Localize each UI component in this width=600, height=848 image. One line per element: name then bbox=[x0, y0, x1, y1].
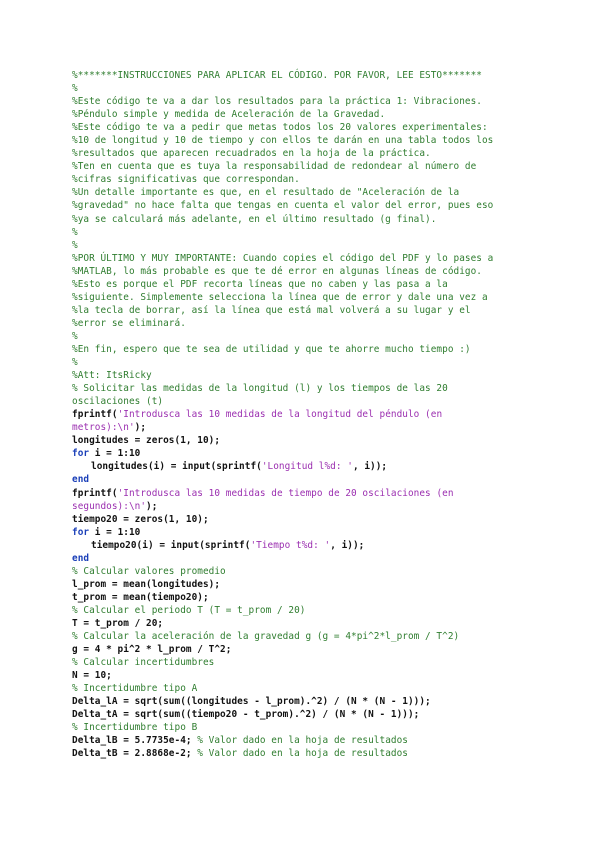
code-token: , i)); bbox=[352, 461, 388, 473]
code-text: %Esto es porque el PDF recorta líneas que no caben y las pasa a la bbox=[72, 278, 448, 290]
code-line bbox=[72, 82, 493, 95]
code-token: Delta_lB = 5.7735e-4; bbox=[72, 735, 198, 747]
code-line bbox=[72, 434, 493, 447]
code-text: oscilaciones (t) bbox=[72, 396, 164, 408]
code-line bbox=[72, 226, 493, 239]
code-line bbox=[72, 421, 493, 434]
code-text: %Un detalle importante es que, en el resultado de "Aceleración de la bbox=[72, 187, 460, 199]
code-token: 'Tiempo t%d: ' bbox=[250, 539, 331, 551]
code-line bbox=[72, 669, 493, 682]
code-line bbox=[72, 317, 493, 330]
code-text: % bbox=[72, 239, 78, 251]
code-text: % Incertidumbre tipo B bbox=[72, 722, 198, 734]
code-text: %POR ÚLTIMO Y MUY IMPORTANTE: Cuando copies el código del PDF y lo pases a bbox=[72, 252, 494, 264]
code-line bbox=[72, 447, 493, 460]
code-token: for bbox=[72, 448, 90, 460]
code-line bbox=[72, 186, 493, 199]
code-line bbox=[72, 513, 493, 526]
code-line bbox=[72, 526, 493, 539]
code-text: %cifras significativas que correspondan. bbox=[72, 174, 300, 186]
code-text: %Péndulo simple y medida de Aceleración de la Gravedad. bbox=[72, 109, 386, 121]
code-line bbox=[72, 617, 493, 630]
code-line bbox=[72, 160, 493, 173]
code-line bbox=[72, 643, 493, 656]
code-text: Delta_lA = sqrt(sum((longitudes - l_prom).^2) / (N * (N - 1))); bbox=[72, 696, 431, 708]
code-line bbox=[72, 552, 493, 565]
code-line bbox=[72, 173, 493, 186]
code-token: i = 1:10 bbox=[89, 526, 141, 538]
code-token: 'Introdusca las 10 medidas de tiempo de 20 oscilaciones (en bbox=[117, 487, 454, 499]
code-text: % Calcular incertidumbres bbox=[72, 657, 215, 669]
code-text: %resultados que aparecen recuadrados en la hoja de la práctica. bbox=[72, 148, 431, 160]
code-text: %Este código te va a dar los resultados para la práctica 1: Vibraciones. bbox=[72, 96, 482, 108]
code-line bbox=[72, 343, 493, 356]
code-line bbox=[72, 578, 493, 591]
code-text: % Calcular valores promedio bbox=[72, 565, 226, 577]
code-text: g = 4 * pi^2 * l_prom / T^2; bbox=[72, 644, 232, 656]
code-line bbox=[72, 252, 493, 265]
code-text: %ya se calculará más adelante, en el último resultado (g final). bbox=[72, 213, 437, 225]
code-text: %error se eliminará. bbox=[72, 317, 186, 329]
code-line bbox=[72, 473, 493, 486]
code-line bbox=[72, 487, 493, 500]
code-text: tiempo20 = zeros(1, 10); bbox=[72, 513, 209, 525]
code-text: % bbox=[72, 357, 78, 369]
code-token: fprintf( bbox=[72, 487, 118, 499]
code-token: % Valor dado en la hoja de resultados bbox=[197, 748, 408, 760]
code-line bbox=[72, 147, 493, 160]
code-line bbox=[72, 108, 493, 121]
code-text: %10 de longitud y 10 de tiempo y con ellos te darán en una tabla todos los bbox=[72, 135, 494, 147]
code-token: metros):\n' bbox=[72, 422, 135, 434]
code-text: end bbox=[72, 552, 90, 564]
code-line bbox=[72, 591, 493, 604]
code-text: l_prom = mean(longitudes); bbox=[72, 578, 221, 590]
code-text: % Solicitar las medidas de la longitud (l) y los tiempos de las 20 bbox=[72, 383, 448, 395]
code-line bbox=[72, 356, 493, 369]
code-line bbox=[72, 213, 493, 226]
code-line bbox=[72, 199, 493, 212]
code-token: longitudes(i) = input(sprintf( bbox=[91, 461, 262, 473]
code-line bbox=[72, 382, 493, 395]
code-text: % bbox=[72, 226, 78, 238]
code-line bbox=[72, 708, 493, 721]
code-line bbox=[72, 604, 493, 617]
code-text: %En fin, espero que te sea de utilidad y que te ahorre mucho tiempo :) bbox=[72, 343, 471, 355]
code-line bbox=[72, 278, 493, 291]
code-line bbox=[72, 656, 493, 669]
code-line bbox=[72, 395, 493, 408]
code-text: end bbox=[72, 474, 90, 486]
code-text: %la tecla de borrar, así la línea que está mal volverá a su lugar y el bbox=[72, 304, 471, 316]
code-line bbox=[72, 239, 493, 252]
code-text: %Att: ItsRicky bbox=[72, 370, 152, 382]
code-line bbox=[72, 134, 493, 147]
code-token: tiempo20(i) = input(sprintf( bbox=[91, 539, 251, 551]
code-line bbox=[72, 304, 493, 317]
code-text: % Incertidumbre tipo A bbox=[72, 683, 198, 695]
code-line bbox=[72, 291, 493, 304]
code-line bbox=[72, 121, 493, 134]
code-token: 'Longitud l%d: ' bbox=[261, 461, 353, 473]
code-text: t_prom = mean(tiempo20); bbox=[72, 591, 209, 603]
code-token: for bbox=[72, 526, 90, 538]
code-text: %Este código te va a pedir que metas todos los 20 valores experimentales: bbox=[72, 122, 488, 134]
code-text: %siguiente. Simplemente selecciona la línea que de error y dale una vez a bbox=[72, 291, 488, 303]
code-line bbox=[72, 95, 493, 108]
code-text: % bbox=[72, 330, 78, 342]
code-text: % bbox=[72, 83, 78, 95]
code-line bbox=[72, 265, 493, 278]
code-line bbox=[72, 721, 493, 734]
code-line bbox=[72, 695, 493, 708]
code-token: 'Introdusca las 10 medidas de la longitud del péndulo (en bbox=[117, 409, 443, 421]
code-line bbox=[72, 682, 493, 695]
code-token: fprintf( bbox=[72, 409, 118, 421]
code-token: ); bbox=[134, 422, 147, 434]
code-text: %*******INSTRUCCIONES PARA APLICAR EL CÓDIGO. POR FAVOR, LEE ESTO******* bbox=[72, 70, 482, 81]
matlab-code-listing bbox=[72, 69, 493, 760]
code-line bbox=[72, 539, 493, 552]
code-line bbox=[72, 460, 493, 473]
code-line bbox=[72, 369, 493, 382]
code-text: longitudes = zeros(1, 10); bbox=[72, 435, 221, 447]
code-text: N = 10; bbox=[72, 670, 112, 682]
code-token: Delta_tB = 2.8868e-2; bbox=[72, 748, 198, 760]
code-token: ); bbox=[146, 500, 158, 512]
code-line bbox=[72, 408, 493, 421]
code-line bbox=[72, 630, 493, 643]
code-line bbox=[72, 69, 493, 82]
code-text: % Calcular el periodo T (T = t_prom / 20) bbox=[72, 604, 306, 616]
code-text: T = t_prom / 20; bbox=[72, 617, 164, 629]
code-token: segundos):\n' bbox=[72, 500, 147, 512]
code-token: , i)); bbox=[330, 539, 365, 551]
code-text: % Calcular la aceleración de la gravedad g (g = 4*pi^2*l_prom / T^2) bbox=[72, 631, 460, 643]
code-line bbox=[72, 734, 493, 747]
code-text: Delta_tA = sqrt(sum((tiempo20 - t_prom).^2) / (N * (N - 1))); bbox=[72, 709, 420, 721]
code-text: %gravedad" no hace falta que tengas en cuenta el valor del error, pues eso bbox=[72, 200, 494, 212]
code-token: i = 1:10 bbox=[89, 448, 141, 460]
code-line bbox=[72, 330, 493, 343]
code-line bbox=[72, 500, 493, 513]
code-text: %Ten en cuenta que es tuya la responsabilidad de redondear al número de bbox=[72, 161, 477, 173]
code-token: % Valor dado en la hoja de resultados bbox=[197, 735, 408, 747]
code-line bbox=[72, 747, 493, 760]
code-line bbox=[72, 565, 493, 578]
code-text: %MATLAB, lo más probable es que te dé error en algunas líneas de código. bbox=[72, 265, 482, 277]
